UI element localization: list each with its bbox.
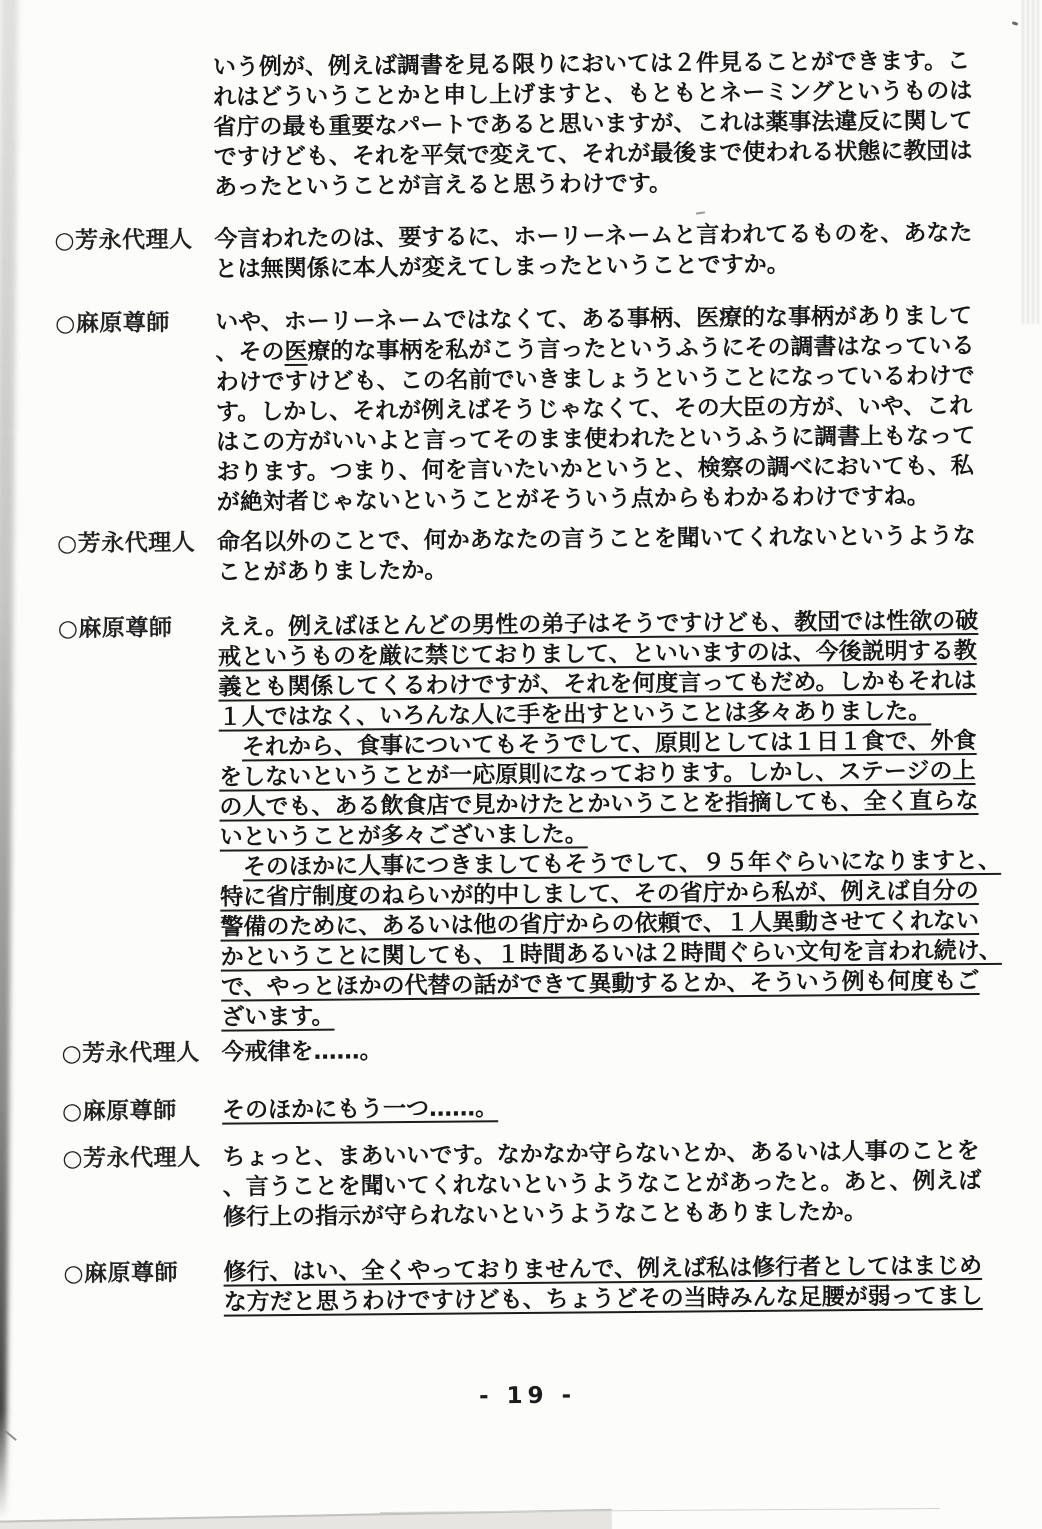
text-segment: 今戒律を……。 — [221, 1038, 383, 1066]
underlined-text: 特に省庁制度のねらいが的中しまして、その省庁から私が、例えば自分の — [220, 878, 979, 911]
speaker-label: ○芳永代理人 — [61, 1039, 200, 1068]
paragraph — [217, 521, 1027, 588]
text-segment: 命名以外のことで、何かあなたの言うことを聞いてくれないというような — [217, 523, 976, 556]
underlined-text: ざいます。 — [221, 1003, 335, 1031]
underlined-text: 義とも関係してくるわけですが、それを何度言ってもだめ。しかもそれは — [218, 668, 977, 701]
paragraph — [223, 1251, 1033, 1318]
dialogue-turn-yoshinaga — [54, 217, 1038, 283]
dialogue-turn-asahara — [61, 1088, 1042, 1126]
text-segment: はこの方がいいよと言ってそのまま使われたというふうに調書上もなって — [216, 423, 976, 456]
dialogue-turn-yoshinaga — [62, 1135, 1042, 1231]
paragraph — [221, 1031, 1031, 1068]
text-segment: おります。つまり、何を言いたいかというと、検察の調べにおいても、私 — [216, 453, 974, 486]
text-line — [224, 1281, 1034, 1318]
text-segment: とは無関係に本人が変えてしまったということですか。 — [214, 251, 790, 283]
text-line — [222, 1089, 1032, 1126]
dialogue-turn-asahara — [63, 1250, 1042, 1316]
underlined-text: の人でも、ある飲食店で見かけたとかいうことを指摘しても、全く直らな — [219, 788, 979, 821]
text-segment: が絶対者じゃないということがそういう点からもわかるわけですね。 — [216, 483, 930, 516]
text-segment: 療的な事柄を私がこう言ったというふうにその調書はなっている — [307, 333, 975, 365]
underlined-text: それから、食事についてもそうでして、原則としては１日１食で、外食 — [241, 728, 977, 761]
page-edge-streak — [1022, 0, 1042, 324]
speaker-label: ○芳永代理人 — [62, 1144, 201, 1173]
text-line — [215, 248, 1025, 285]
text-segment: わけですけども、この名前でいきましょうということになっているわけで — [215, 363, 975, 396]
text-segment: ええ。 — [217, 614, 289, 641]
underlined-text: な方だと思うわけですけども、ちょうどその当時みんな足腰が弱ってまし — [223, 1282, 983, 1316]
text-segment: ですけども、それを平気で変えて、それが最後まで使われる状態に教団は — [213, 138, 973, 171]
text-line — [217, 481, 1027, 518]
dialogue-turn-yoshinaga — [57, 520, 1041, 586]
paragraph — [222, 1089, 1032, 1126]
text-segment: 今言われたのは、要するに、ホーリーネームと言われてるものを、あなた — [214, 220, 973, 253]
underlined-text: そのほかにもう一つ……。 — [221, 1095, 499, 1124]
text-segment: 、言うことを聞いてくれないというようなことがあったと。あと、例えば — [222, 1168, 982, 1201]
speaker-label: ○芳永代理人 — [54, 226, 193, 255]
text-segment — [220, 854, 243, 880]
paragraph — [218, 606, 1032, 1033]
underlined-text: で、やっとほかの代替の話ができて異動するとか、そういう例も何度もご — [220, 968, 980, 1001]
underlined-text: 例えばほとんどの男性の弟子はそうですけども、教団では性欲の破 — [288, 608, 979, 641]
speaker-label: ○麻原尊師 — [57, 615, 173, 643]
underlined-text: 警備のために、あるいは他の省庁からの依頼で、１人異動させてくれない — [220, 908, 980, 941]
underlined-text: いということが多々ございました。 — [219, 821, 588, 851]
dialogue-turn-yoshinaga — [61, 1030, 1042, 1068]
text-segment: ことがありましたか。 — [217, 557, 448, 586]
speaker-label: ○麻原尊師 — [61, 1098, 177, 1126]
text-line — [221, 1031, 1031, 1068]
underlined-text: 戒というものを厳に禁じておりまして、といいますのは、今後説明する教 — [218, 638, 977, 671]
text-segment: いう例が、例えば調書を見る限りにおいては２件見ることができます。こ — [212, 48, 971, 81]
text-segment — [219, 734, 242, 760]
speaker-label: ○麻原尊師 — [63, 1260, 179, 1288]
text-segment: あったということが言えると思うわけです。 — [213, 170, 673, 201]
text-segment: 省庁の最も重要なパートであると思いますが、これは薬事法違反に関して — [213, 108, 973, 141]
underlined-text: 医 — [284, 338, 308, 366]
speaker-label: ○芳永代理人 — [57, 529, 196, 558]
underlined-text: かということに関しても、１時間あるいは２時間ぐらい文句を言われ続け、 — [220, 937, 1002, 971]
paragraph — [215, 301, 1027, 518]
opening-paragraph — [53, 45, 1037, 201]
paragraph — [213, 46, 1024, 203]
text-segment: 、その — [215, 339, 285, 366]
speaker-label: ○麻原尊師 — [55, 310, 170, 338]
underlined-text: １人ではなく、いろんな人に手を出すということは多々ありました。 — [218, 698, 932, 731]
paragraph — [222, 1136, 1033, 1233]
underlined-text: 修行、はい、全くやっておりませんで、例えば私は修行者としてはまじめ — [223, 1253, 983, 1286]
text-line — [214, 166, 1024, 203]
text-segment: いや、ホーリーネームではなくて、ある事柄、医療的な事柄がありまして — [215, 303, 973, 336]
paragraph — [214, 218, 1024, 285]
page-number: - 19 - — [478, 1382, 577, 1410]
text-line — [217, 551, 1027, 588]
text-segment: 修行上の指示が守られないというようなこともありましたか。 — [222, 1199, 868, 1231]
text-segment: ちょっと、まあいいです。なかなか守らないとか、あるいは人事のことを — [222, 1138, 980, 1171]
text-line — [223, 1196, 1033, 1233]
dialogue-turn-asahara — [57, 605, 1042, 1031]
dialogue-turn-asahara — [55, 300, 1039, 516]
text-segment: す。しかし、それが例えばそうじゃなくて、その大臣の方が、いや、これ — [215, 393, 973, 426]
text-segment: れはどういうことかと申し上げますと、もともとネーミングというものは — [213, 78, 973, 111]
underlined-text: そのほかに人事につきましてもそうでして、９５年ぐらいになりますと、 — [242, 847, 1002, 881]
underlined-text: をしないということが一応原則になっております。しかし、ステージの上 — [219, 758, 976, 791]
